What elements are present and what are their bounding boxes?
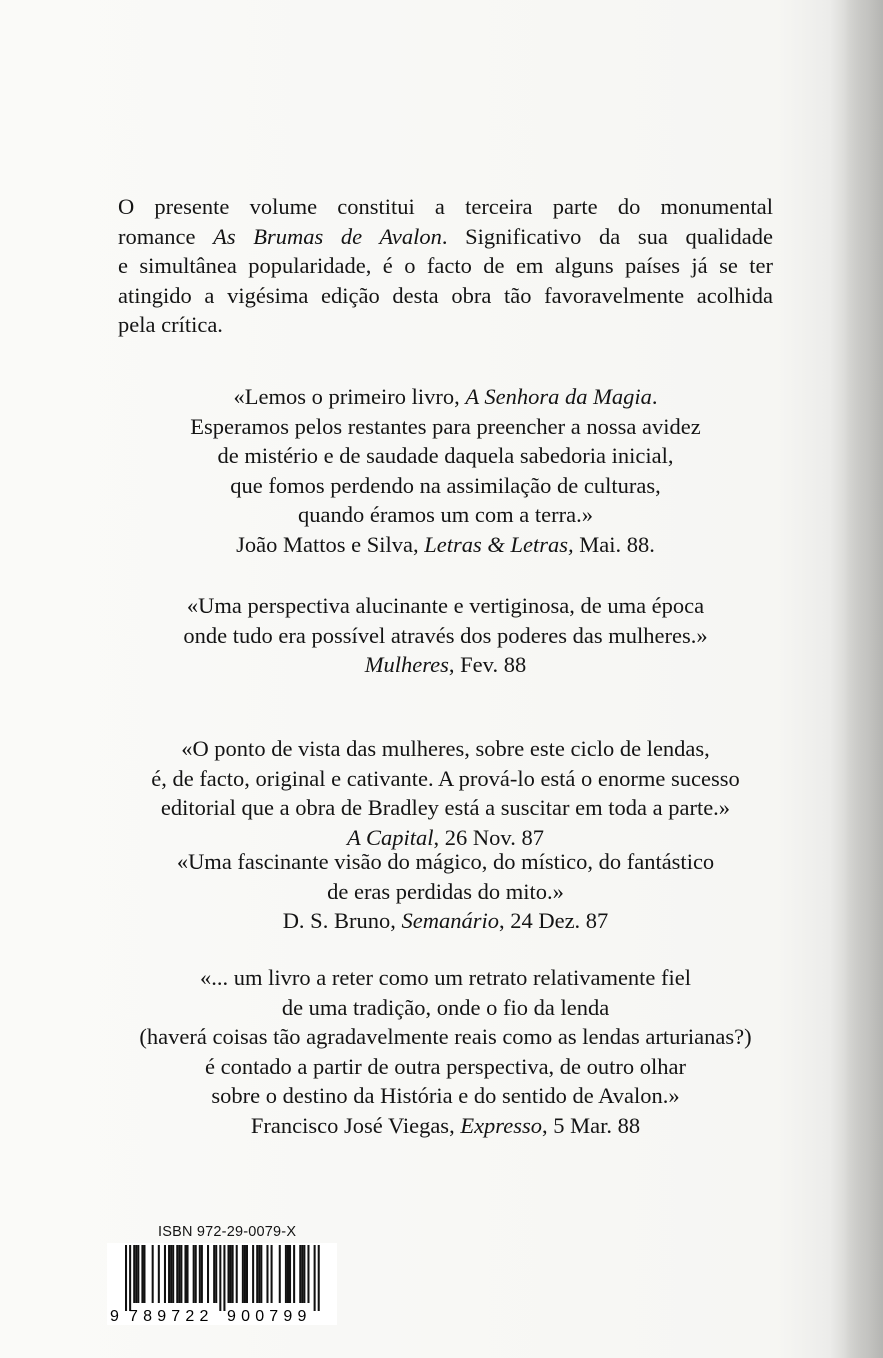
barcode-bar — [184, 1245, 186, 1303]
barcode-bar — [176, 1245, 178, 1303]
barcode-bar — [232, 1245, 234, 1303]
barcode-bar — [271, 1245, 273, 1303]
barcode-bar — [301, 1245, 303, 1303]
barcode-bar — [207, 1245, 209, 1303]
barcode-bar — [287, 1245, 289, 1303]
barcode-guard-bar — [223, 1245, 225, 1311]
barcode-bar — [180, 1245, 182, 1303]
quote-line: onde tudo era possível através dos poderes das mulheres.» — [183, 622, 708, 648]
barcode-bar — [236, 1245, 238, 1303]
intro-line-4: atingido a vigésima edição desta obra tão favoravelmente acolhida — [118, 282, 773, 308]
barcode-bar — [164, 1245, 166, 1303]
barcode-bar — [133, 1245, 135, 1303]
review-quote-2 — [118, 591, 773, 680]
barcode-bar — [256, 1245, 258, 1303]
book-title: As Brumas de Avalon — [213, 223, 442, 249]
barcode-lead-digit: 9 — [110, 1308, 119, 1325]
barcode-bar — [260, 1245, 262, 1303]
barcode-guard-bar — [129, 1245, 131, 1311]
barcode-bar — [252, 1245, 254, 1303]
barcode-bar — [172, 1245, 174, 1303]
barcode-bar — [285, 1245, 287, 1303]
barcode-bar — [199, 1245, 201, 1303]
barcode-guard-bar — [219, 1245, 221, 1311]
barcode-bar — [230, 1245, 232, 1303]
barcode-bar — [303, 1245, 305, 1303]
quote-line: quando éramos um com a terra.» — [298, 502, 593, 527]
page-edge-shadow — [845, 0, 883, 1358]
barcode-guard-bar — [314, 1245, 316, 1311]
quote-source: Mulheres, Fev. 88 — [364, 652, 527, 677]
quote-line: editorial que a obra de Bradley está a suscitar em toda a parte.» — [160, 795, 731, 820]
barcode-bar — [137, 1245, 139, 1303]
intro-line-2: romance As Brumas de Avalon. Significativo da sua qualidade — [118, 223, 773, 249]
barcode-bar — [299, 1245, 301, 1303]
barcode-bar — [293, 1245, 295, 1303]
barcode-bar — [135, 1245, 137, 1303]
quote-line: «Uma fascinante visão do mágico, do místico, do fantástico — [176, 849, 715, 874]
barcode-bar — [168, 1245, 170, 1303]
barcode-bar — [178, 1245, 180, 1303]
quote-source: Francisco José Viegas, Expresso, 5 Mar. 88 — [250, 1112, 641, 1138]
quote-line: «Lemos o primeiro livro, A Senhora da Magia. — [233, 384, 658, 409]
quote-line: de mistério e de saudade daquela sabedoria inicial, — [217, 443, 674, 468]
barcode — [107, 1243, 337, 1325]
barcode-bar — [152, 1245, 154, 1303]
barcode-bar — [195, 1245, 197, 1303]
isbn-label: ISBN 972-29-0079-X — [158, 1224, 297, 1240]
review-quote-3 — [118, 734, 773, 852]
barcode-bar — [246, 1245, 248, 1303]
barcode-bar — [228, 1245, 230, 1303]
intro-paragraph — [118, 192, 773, 340]
barcode-bar — [279, 1245, 281, 1303]
barcode-bar — [307, 1245, 309, 1303]
barcode-bar — [201, 1245, 203, 1303]
barcode-bar — [215, 1245, 217, 1303]
quote-source: João Mattos e Silva, Letras & Letras, Mai. 88. — [236, 531, 655, 557]
barcode-bar — [289, 1245, 291, 1303]
intro-line-3: e simultânea popularidade, é o facto de em alguns países já se ter — [118, 253, 773, 278]
barcode-bar — [193, 1245, 195, 1303]
barcode-bar — [244, 1245, 246, 1303]
quote-line: (haverá coisas tão agradavelmente reais como as lendas arturianas?) — [139, 1024, 752, 1049]
quote-line: sobre o destino da História e do sentido de Avalon.» — [211, 1083, 680, 1108]
barcode-guard-bar — [318, 1245, 320, 1311]
quote-line: «... um livro a reter como um retrato relativamente fiel — [199, 965, 692, 990]
quote-source: A Capital, 26 Nov. 87 — [347, 824, 544, 850]
barcode-bar — [258, 1245, 260, 1303]
barcode-bar — [187, 1245, 189, 1303]
quote-source: D. S. Bruno, Semanário, 24 Dez. 87 — [282, 908, 609, 933]
barcode-bar — [170, 1245, 172, 1303]
barcode-left-digits: 789722 — [129, 1308, 214, 1325]
quote-line: «Uma perspectiva alucinante e vertiginosa, de uma época — [186, 593, 705, 618]
barcode-bar — [158, 1245, 160, 1303]
barcode-bar — [266, 1245, 268, 1303]
barcode-bar — [143, 1245, 145, 1303]
quote-line: de eras perdidas do mito.» — [327, 878, 564, 904]
quote-line: Esperamos pelos restantes para preencher a nossa avidez — [190, 413, 701, 439]
review-quote-5 — [118, 963, 773, 1140]
barcode-guard-bar — [125, 1245, 127, 1311]
barcode-right-digits: 900799 — [227, 1308, 312, 1325]
review-quote-1 — [118, 382, 773, 559]
quote-line: é, de facto, original e cativante. A prová-lo está o enorme sucesso — [151, 765, 740, 791]
quote-line: que fomos perdendo na assimilação de culturas, — [230, 472, 661, 498]
barcode-bar — [213, 1245, 215, 1303]
quote-line: «O ponto de vista das mulheres, sobre este ciclo de lendas, — [181, 736, 710, 761]
intro-line-5: pela crítica. — [118, 312, 223, 337]
intro-line-1: O presente volume constitui a terceira parte do monumental — [118, 194, 773, 219]
quote-line: de uma tradição, onde o fio da lenda — [281, 994, 610, 1020]
quote-line: é contado a partir de outra perspectiva, de outro olhar — [204, 1053, 687, 1079]
review-quote-4 — [118, 847, 773, 936]
barcode-bar — [242, 1245, 244, 1303]
barcode-bar — [141, 1245, 143, 1303]
